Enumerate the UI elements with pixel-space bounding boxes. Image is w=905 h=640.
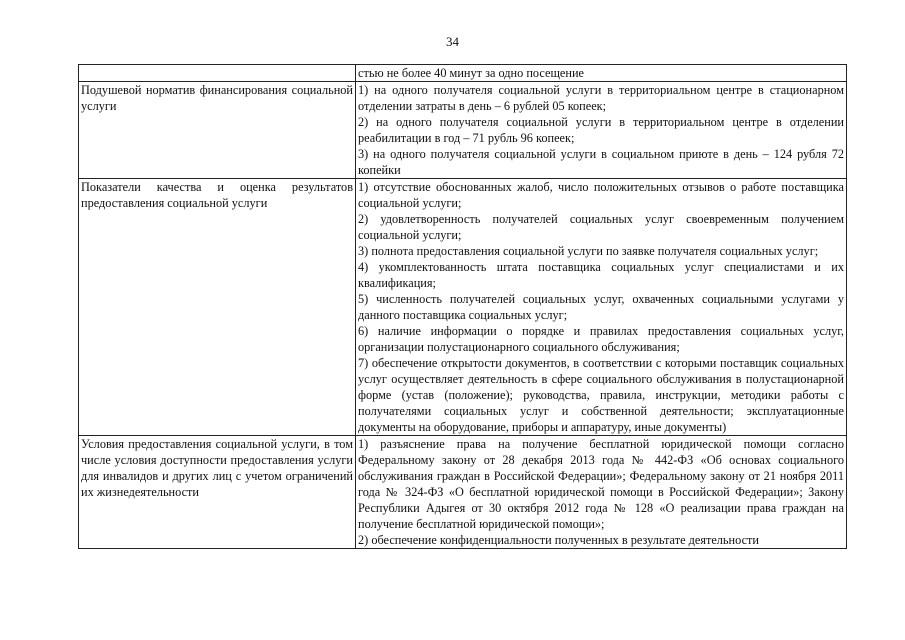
row-content-cell (356, 82, 847, 179)
row-content-cell (356, 436, 847, 549)
content-item: 5) численность получателей социальных услуг, охваченных социальными услугами у данного поставщика социальных услуг; (358, 292, 844, 322)
content-item: 2) на одного получателя социальной услуги в территориальном центре в отделении реабилитации в год – 71 рубль 96 копеек; (358, 115, 844, 145)
row-content-cell (356, 179, 847, 436)
content-item: 1) разъяснение права на получение бесплатной юридической помощи согласно Федеральному закону от 28 декабря 2013 года № 442-ФЗ «Об основах социального обслуживания граждан в Российской Федерации»; Федеральному закону от 21 ноября 2011 года № 324-ФЗ «О бесплатной юридической помощи в Российской Федерации»; Закону Республики Адыгея от 30 октября 2012 года № 128 «О реализации права граждан на получение бесплатной юридической помощи»; (358, 437, 844, 531)
content-item: 2) удовлетворенность получателей социальных услуг своевременным получением социальной услуги; (358, 212, 844, 242)
table-row (79, 436, 847, 549)
content-item: стью не более 40 минут за одно посещение (358, 66, 584, 80)
row-label: Условия предоставления социальной услуги, в том числе условия доступности предоставления услуги для инвалидов и других лиц с учетом ограничений их жизнедеятельности (81, 437, 353, 499)
content-item: 6) наличие информации о порядке и правилах предоставления социальных услуг, организации полустационарного социального обслуживания; (358, 324, 844, 354)
page-number: 34 (446, 34, 459, 49)
content-item: 1) на одного получателя социальной услуги в территориальном центре в стационарном отделении затраты в день – 6 рублей 05 копеек; (358, 83, 844, 113)
content-item: 1) отсутствие обоснованных жалоб, число положительных отзывов о работе поставщика социальной услуги; (358, 180, 844, 210)
table-row (79, 65, 847, 82)
row-label-cell (79, 82, 356, 179)
content-item: 3) на одного получателя социальной услуги в социальном приюте в день – 124 рубля 72 копейки (358, 147, 844, 177)
table-row (79, 179, 847, 436)
row-content-cell (356, 65, 847, 82)
table-row (79, 82, 847, 179)
content-item: 3) полнота предоставления социальной услуги по заявке получателя социальных услуг; (358, 244, 819, 258)
row-label-cell (79, 65, 356, 82)
row-label-cell (79, 436, 356, 549)
content-item: 4) укомплектованность штата поставщика социальных услуг специалистами и их квалификация; (358, 260, 844, 290)
standard-table (78, 64, 847, 549)
row-label-cell (79, 179, 356, 436)
content-item: 2) обеспечение конфиденциальности полученных в результате деятельности (358, 533, 759, 547)
row-label: Подушевой норматив финансирования социальной услуги (81, 83, 353, 113)
content-item: 7) обеспечение открытости документов, в соответствии с которыми поставщик социальных услуг осуществляет деятельность в сфере социального обслуживания в полустационарной форме (устав (положение); руководства, правила, инструкции, методики работы с получателями социальных услуг и собственной деятельности; эксплуатационные документы на оборудование, приборы и аппаратуру, иные документы) (358, 356, 844, 434)
row-label: Показатели качества и оценка результатов предоставления социальной услуги (81, 180, 353, 210)
